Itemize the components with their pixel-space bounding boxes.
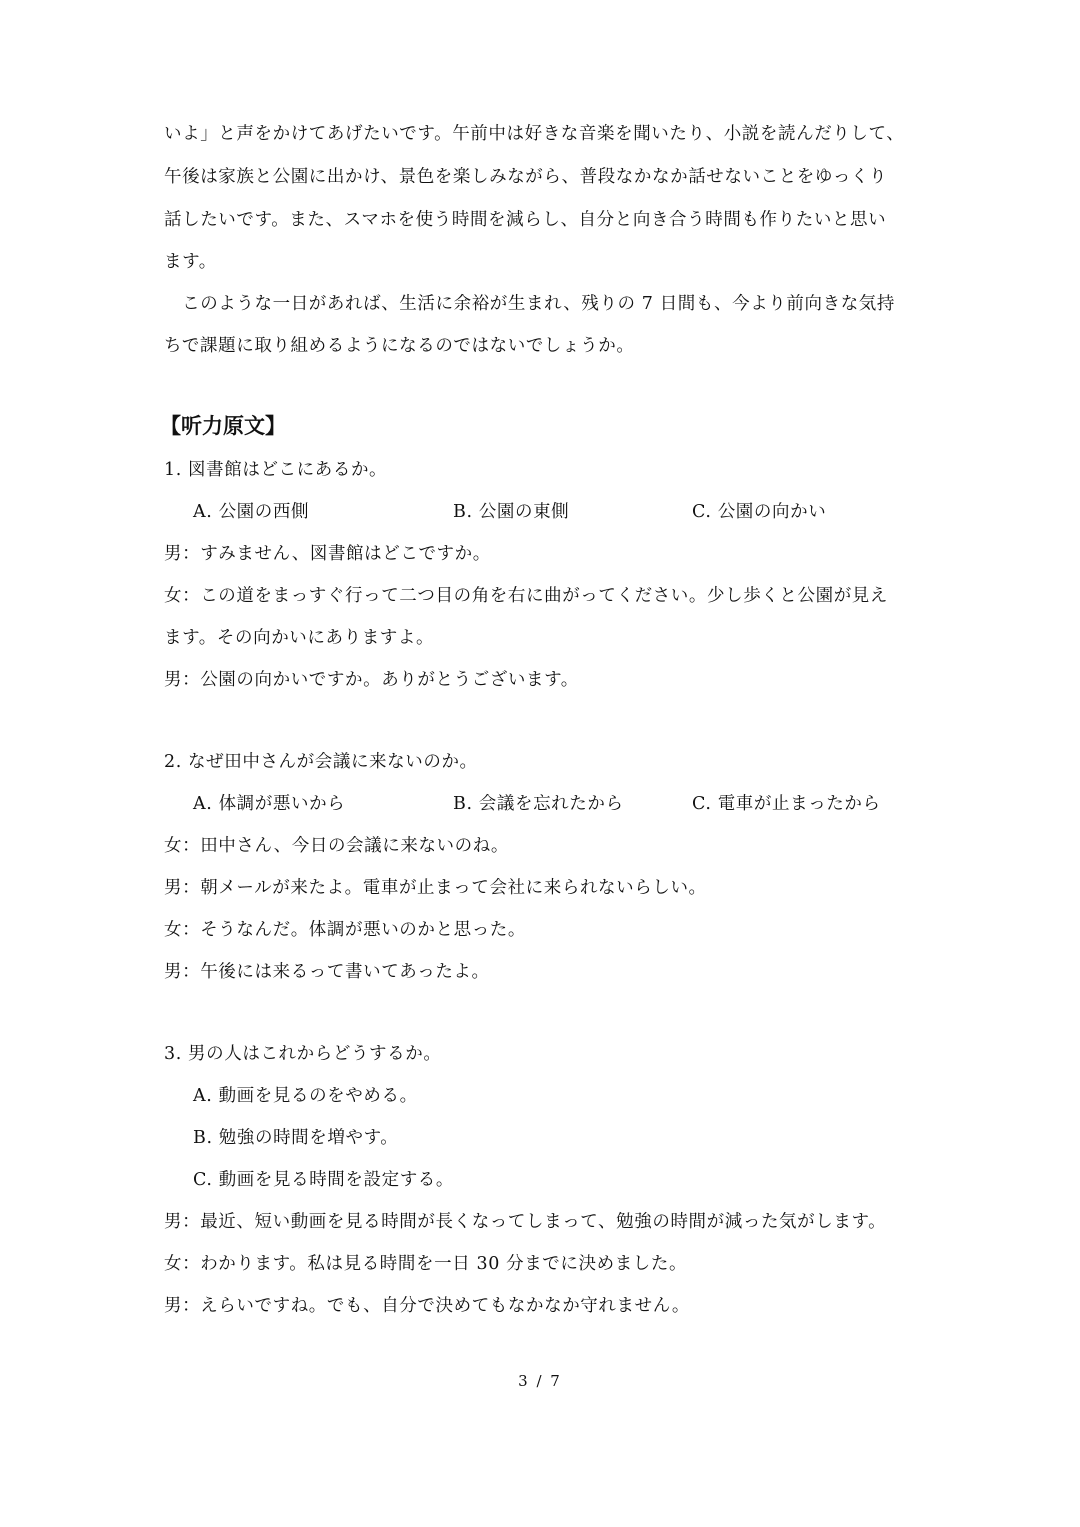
q2-option-b: B. 会議を忘れたから bbox=[453, 794, 624, 814]
dialogue-line: 男：朝メールが来たよ。電車が止まって会社に来られないらしい。 bbox=[164, 878, 707, 898]
q2-option-a: A. 体調が悪いから bbox=[193, 794, 346, 814]
dialogue-line: 男：すみません、図書館はどこですか。 bbox=[164, 544, 491, 564]
dialogue-line: 男：えらいですね。でも、自分で決めてもなかなか守れません。 bbox=[164, 1296, 690, 1316]
q3-option-b: B. 勉強の時間を増やす。 bbox=[193, 1128, 399, 1148]
dialogue-line: 女：そうなんだ。体調が悪いのかと思った。 bbox=[164, 920, 526, 940]
question-3: 3. 男の人はこれからどうするか。 bbox=[164, 1044, 442, 1064]
question-1: 1. 図書館はどこにあるか。 bbox=[164, 460, 388, 480]
dialogue-line: 男：最近、短い動画を見る時間が長くなってしまって、勉強の時間が減った気がします。 bbox=[164, 1212, 887, 1232]
essay-line: 午後は家族と公園に出かけ、景色を楽しみながら、普段なかなか話せないことをゆっくり bbox=[164, 167, 888, 187]
dialogue-line: 男：公園の向かいですか。ありがとうございます。 bbox=[164, 670, 579, 690]
dialogue-line: ます。その向かいにありますよ。 bbox=[164, 628, 435, 648]
q2-option-c: C. 電車が止まったから bbox=[692, 794, 881, 814]
essay-line: このような一日があれば、生活に余裕が生まれ、残りの 7 日間も、今より前向きな気持 bbox=[164, 294, 896, 314]
dialogue-line: 男：午後には来るって書いてあったよ。 bbox=[164, 962, 490, 982]
q1-option-c: C. 公園の向かい bbox=[692, 502, 827, 522]
essay-line: ちで課題に取り組めるようになるのではないでしょうか。 bbox=[164, 336, 635, 356]
q3-option-c: C. 動画を見る時間を設定する。 bbox=[193, 1170, 454, 1190]
q3-option-a: A. 動画を見るのをやめる。 bbox=[193, 1086, 418, 1106]
essay-line: ます。 bbox=[164, 252, 217, 272]
section-heading: 【听力原文】 bbox=[160, 414, 286, 438]
question-2: 2. なぜ田中さんが会議に来ないのか。 bbox=[164, 752, 478, 772]
essay-line: 話したいです。また、スマホを使う時間を減らし、自分と向き合う時間も作りたいと思い bbox=[164, 210, 887, 230]
dialogue-line: 女：この道をまっすぐ行って二つ目の角を右に曲がってください。少し歩くと公園が見え bbox=[164, 586, 888, 606]
q1-option-b: B. 公園の東側 bbox=[453, 502, 570, 522]
page-number: 3 / 7 bbox=[518, 1372, 562, 1390]
dialogue-line: 女：田中さん、今日の会議に来ないのね。 bbox=[164, 836, 509, 856]
dialogue-line: 女：わかります。私は見る時間を一日 30 分までに決めました。 bbox=[164, 1254, 688, 1274]
essay-line: いよ」と声をかけてあげたいです。午前中は好きな音楽を聞いたり、小説を読んだりして、 bbox=[164, 124, 905, 144]
q1-option-a: A. 公園の西側 bbox=[193, 502, 310, 522]
